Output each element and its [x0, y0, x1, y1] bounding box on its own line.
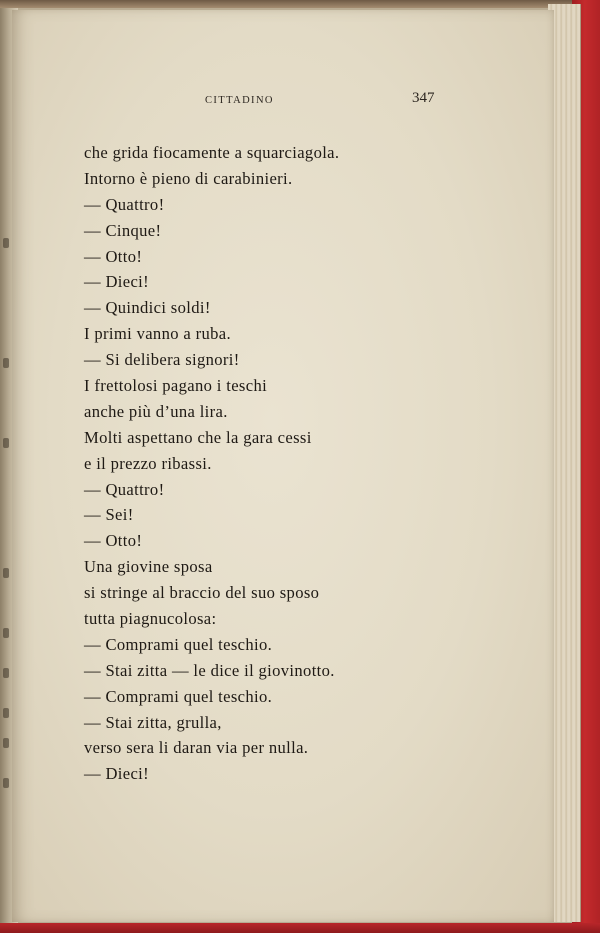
poem-line: — Cinque! — [84, 220, 162, 240]
poem-line: — Stai zitta, grulla, — [84, 712, 222, 732]
poem-line: Una giovine sposa — [84, 557, 213, 577]
poem-line: I frettolosi pagano i teschi — [84, 376, 268, 396]
book-cover-top — [0, 0, 600, 8]
poem-line: verso sera li daran via per nulla. — [84, 738, 309, 758]
page-number: 347 — [412, 90, 435, 106]
poem-text — [84, 140, 339, 787]
poem-line: — Quindici soldi! — [84, 298, 211, 318]
poem-line: tutta piagnucolosa: — [84, 609, 217, 629]
poem-line: Intorno è pieno di carabinieri. — [84, 168, 293, 188]
book-cover-bottom — [0, 923, 600, 933]
poem-line: I primi vanno a ruba. — [84, 324, 231, 344]
poem-line: — Dieci! — [84, 764, 150, 784]
poem-line: che grida fiocamente a squarciagola. — [84, 143, 340, 162]
poem-line: — Si delibera signori! — [84, 350, 240, 370]
poem-line: — Quattro! — [84, 479, 165, 499]
poem-line: — Otto! — [84, 531, 143, 551]
poem-line: Molti aspettano che la gara cessi — [84, 427, 312, 447]
poem-line: anche più d’una lira. — [84, 401, 228, 421]
poem-line: — Otto! — [84, 246, 143, 266]
poem-line: — Comprami quel teschio. — [84, 634, 273, 654]
poem-line: e il prezzo ribassi. — [84, 453, 212, 473]
poem-line: — Quattro! — [84, 194, 165, 214]
poem-line: — Stai zitta — le dice il giovinotto. — [84, 660, 335, 680]
running-head: CITTADINO — [205, 95, 274, 106]
poem-line: — Comprami quel teschio. — [84, 686, 273, 706]
book-page — [12, 10, 554, 922]
poem-line: — Dieci! — [84, 272, 150, 292]
poem-line: — Sei! — [84, 505, 134, 525]
poem-line: si stringe al braccio del suo sposo — [84, 583, 320, 603]
